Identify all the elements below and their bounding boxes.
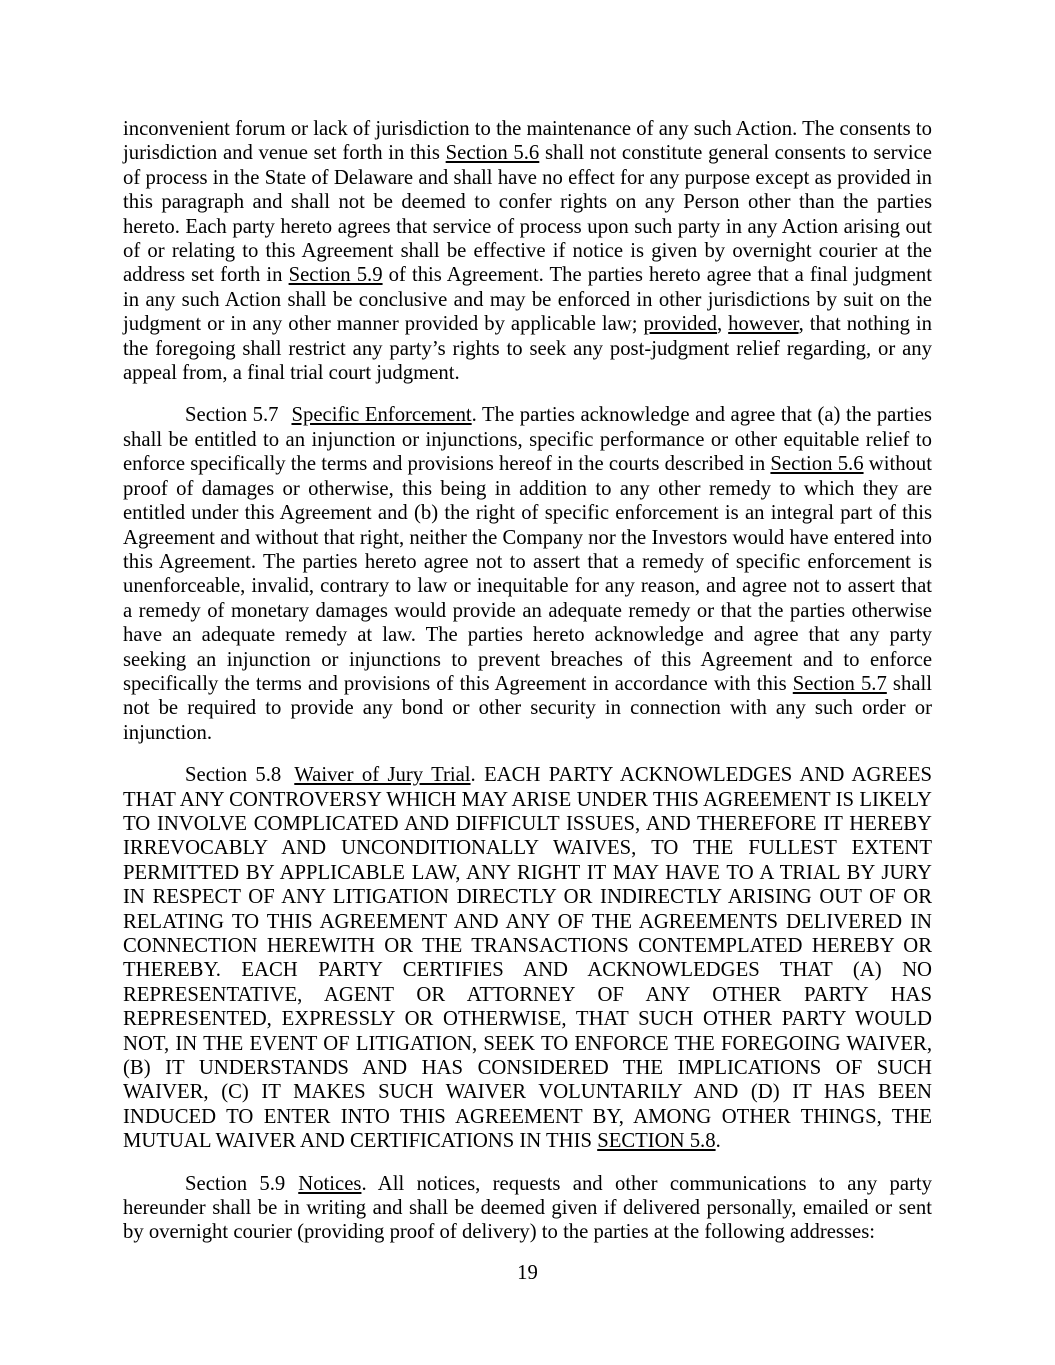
page-footer — [0, 1261, 1055, 1285]
section-5-6-reference: Section 5.6 — [445, 142, 540, 165]
paragraph-section-5-9 — [123, 1172, 932, 1245]
section-5-7-reference: Section 5.7 — [792, 672, 887, 695]
section-5-7-label: Section 5.7 — [185, 404, 279, 427]
paragraph-section-5-8 — [123, 763, 932, 1154]
paragraph-section-5-7 — [123, 403, 932, 745]
text-run: shall not constitute general consents to service of process in the State of Delaware and shall have no effect for any purpose except as provided in this paragraph and shall not be deemed to confer rights on any Person other than the parties hereto. Each party hereto agrees that service of process upon such party in any Action arising out of or relating to this Agreement shall be effective if notice is given by overnight courier at the address set forth in — [123, 142, 932, 287]
text-run: shall not be required to provide any bond or other security in connection with any such order or injunction. — [123, 672, 933, 744]
heading-notices: Notices — [298, 1172, 362, 1195]
page-number: 19 — [517, 1262, 538, 1284]
section-5-6-reference: Section 5.6 — [770, 453, 864, 476]
section-5-8-reference: SECTION 5.8 — [597, 1130, 716, 1153]
section-5-8-label: Section 5.8 — [185, 764, 282, 787]
paragraph-forum-jurisdiction-continuation — [123, 117, 932, 385]
text-run: . — [715, 1130, 721, 1153]
text-run: inconvenient forum or lack of jurisdiction to the maintenance of any such Action. The consents to jurisdiction and venue set forth in this — [123, 118, 932, 165]
section-5-9-reference: Section 5.9 — [288, 264, 383, 287]
text-run: . The parties acknowledge and agree that (a) the parties shall be entitled to an injunction or injunctions, specific performance or other equitable relief to enforce specifically the terms and provisions hereof in the courts described in — [123, 404, 932, 476]
text-run: , that nothing in the foregoing shall restrict any party’s rights to seek any post-judgment relief regarding, or any appeal from, a final trial court judgment. — [123, 313, 932, 385]
text-run: of this Agreement. The parties hereto agree that a final judgment in any such Action shall be conclusive and may be enforced in other jurisdictions by suit on the judgment or in any other manner provided by applicable law; — [123, 264, 932, 336]
term-however: however — [728, 313, 799, 336]
text-run: without proof of damages or otherwise, this being in addition to any other remedy to which they are entitled under this Agreement and (b) the right of specific enforcement is an integral part of this Agreement and without that right, neither the Company nor the Investors would have entered into this Agreement. The parties hereto agree not to assert that a remedy of specific enforcement is unenforceable, invalid, contrary to law or inequitable for any reason, and agree not to assert that a remedy of monetary damages would provide an adequate remedy or that the parties otherwise have an adequate remedy at law. The parties hereto acknowledge and agree that any party seeking an injunction or injunctions to prevent breaches of this Agreement and to enforce specifically the terms and provisions of this Agreement in accordance with this — [123, 453, 932, 695]
text-run: . All notices, requests and other communications to any party hereunder shall be in writing and shall be deemed given if delivered personally, emailed or sent by overnight courier (providing proof of delivery) to the parties at the following addresses: — [123, 1172, 933, 1244]
term-provided: provided — [643, 313, 718, 336]
section-5-9-label: Section 5.9 — [185, 1172, 286, 1195]
text-run: , — [717, 313, 729, 336]
heading-specific-enforcement: Specific Enforcement — [291, 404, 472, 427]
text-run: . EACH PARTY ACKNOWLEDGES AND AGREES THAT ANY CONTROVERSY WHICH MAY ARISE UNDER THIS AGREEMENT IS LIKELY TO INVOLVE COMPLICATED AND DIFFICULT ISSUES, AND THEREFORE IT HEREBY IRREVOCABLY AND UNCONDITIONALLY WAIVES, TO THE FULLEST EXTENT PERMITTED BY APPLICABLE LAW, ANY RIGHT IT MAY HAVE TO A TRIAL BY JURY IN RESPECT OF ANY LITIGATION DIRECTLY OR INDIRECTLY ARISING OUT OF OR RELATING TO THIS AGREEMENT AND ANY OF THE AGREEMENTS DELIVERED IN CONNECTION HEREWITH OR THE TRANSACTIONS CONTEMPLATED HEREBY OR THEREBY. EACH PARTY CERTIFIES AND ACKNOWLEDGES THAT (A) NO REPRESENTATIVE, AGENT OR ATTORNEY OF ANY OTHER PARTY HAS REPRESENTED, EXPRESSLY OR OTHERWISE, THAT SUCH OTHER PARTY WOULD NOT, IN THE EVENT OF LITIGATION, SEEK TO ENFORCE THE FOREGOING WAIVER, (B) IT UNDERSTANDS AND HAS CONSIDERED THE IMPLICATIONS OF SUCH WAIVER, (C) IT MAKES SUCH WAIVER VOLUNTARILY AND (D) IT HAS BEEN INDUCED TO ENTER INTO THIS AGREEMENT BY, AMONG OTHER THINGS, THE MUTUAL WAIVER AND CERTIFICATIONS IN THIS — [123, 764, 932, 1153]
heading-waiver-of-jury-trial: Waiver of Jury Trial — [294, 764, 471, 787]
page-body — [123, 117, 932, 1245]
